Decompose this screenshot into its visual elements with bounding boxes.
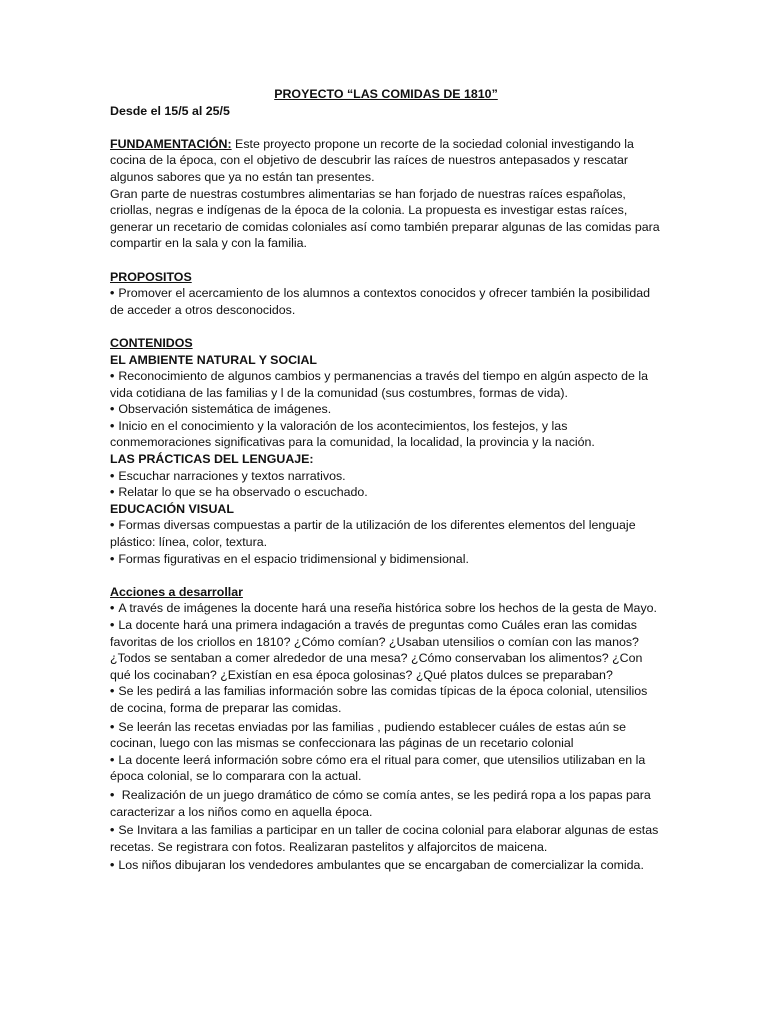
document-page	[110, 86, 662, 874]
visual-item: • Formas figurativas en el espacio tridimensional y bidimensional.	[110, 551, 662, 568]
contenidos-heading: CONTENIDOS	[110, 335, 193, 350]
acciones-item: • A través de imágenes la docente hará una reseña histórica sobre los hechos de la gesta de Mayo.	[110, 600, 662, 617]
spacer	[110, 318, 662, 335]
lenguaje-heading: LAS PRÁCTICAS DEL LENGUAJE:	[110, 452, 314, 467]
acciones-item: • Se leerán las recetas enviadas por las familias , pudiendo establecer cuáles de estas aún se cocinan, luego con las mismas se confeccionara las páginas de un recetario colonial	[110, 719, 662, 752]
ambiente-heading: EL AMBIENTE NATURAL Y SOCIAL	[110, 352, 317, 367]
document-title: PROYECTO “LAS COMIDAS DE 1810”	[274, 87, 498, 101]
lenguaje-item: • Relatar lo que se ha observado o escuchado.	[110, 484, 662, 501]
spacer	[110, 252, 662, 269]
acciones-item: • Realización de un juego dramático de cómo se comía antes, se les pedirá ropa a los papas para caracterizar a los niños como en aquella época.	[110, 787, 662, 820]
spacer	[110, 567, 662, 584]
acciones-item: • Los niños dibujaran los vendedores ambulantes que se encargaban de comercializar la comida.	[110, 857, 662, 874]
fundamentacion-text-1: Este proyecto propone un recorte de la sociedad colonial investigando la cocina de la época, con el objetivo de descubrir las raíces de nuestros antepasados y rescatar algunos sabores que ya no están tan presentes.	[110, 136, 634, 184]
spacer	[110, 119, 662, 136]
date-range: Desde el 15/5 al 25/5	[110, 103, 230, 118]
visual-item: • Formas diversas compuestas a partir de la utilización de los diferentes elementos del lenguaje plástico: línea, color, textura.	[110, 517, 662, 550]
visual-heading: EDUCACIÓN VISUAL	[110, 501, 234, 516]
acciones-heading: Acciones a desarrollar	[110, 584, 243, 599]
acciones-item: • Se Invitara a las familias a participar en un taller de cocina colonial para elaborar algunas de estas recetas. Se registrara con fotos. Realizaran pastelitos y alfajorcitos de maicena.	[110, 822, 662, 855]
acciones-item: • Se les pedirá a las familias información sobre las comidas típicas de la época colonial, utensilios de cocina, forma de preparar las comidas.	[110, 683, 662, 716]
ambiente-item: • Reconocimiento de algunos cambios y permanencias a través del tiempo en algún aspecto de la vida cotidiana de las familias y l de la comunidad (sus costumbres, formas de vida).	[110, 368, 662, 401]
lenguaje-item: • Escuchar narraciones y textos narrativos.	[110, 468, 662, 485]
fundamentacion-label: FUNDAMENTACIÓN:	[110, 136, 232, 151]
ambiente-item: • Observación sistemática de imágenes.	[110, 401, 662, 418]
acciones-item: • La docente leerá información sobre cómo era el ritual para comer, que utensilios utilizaban en la época colonial, se lo comparara con la actual.	[110, 752, 662, 785]
propositos-item: • Promover el acercamiento de los alumnos a contextos conocidos y ofrecer también la posibilidad de acceder a otros desconocidos.	[110, 285, 662, 318]
ambiente-item: • Inicio en el conocimiento y la valoración de los acontecimientos, los festejos, y las conmemoraciones significativas para la comunidad, la localidad, la provincia y la nación.	[110, 418, 662, 451]
fundamentacion-paragraph	[110, 136, 662, 186]
acciones-item: • La docente hará una primera indagación a través de preguntas como Cuáles eran las comidas favoritas de los criollos en 1810? ¿Cómo comían? ¿Usaban utensilios o comían con las manos? ¿Todos se sentaban a comer alrededor de una mesa? ¿Cómo conservaban los alimentos? ¿Con qué los cocinaban? ¿Existían en esa época golosinas? ¿Qué platos dulces se preparaban?	[110, 617, 662, 683]
propositos-heading: PROPOSITOS	[110, 269, 192, 284]
fundamentacion-text-2: Gran parte de nuestras costumbres alimentarias se han forjado de nuestras raíces españolas, criollas, negras e indígenas de la época de la colonia. La propuesta es investigar estas raíces, generar un recetario de comidas coloniales así como también preparar algunas de las comidas para compartir en la sala y con la familia.	[110, 186, 660, 251]
